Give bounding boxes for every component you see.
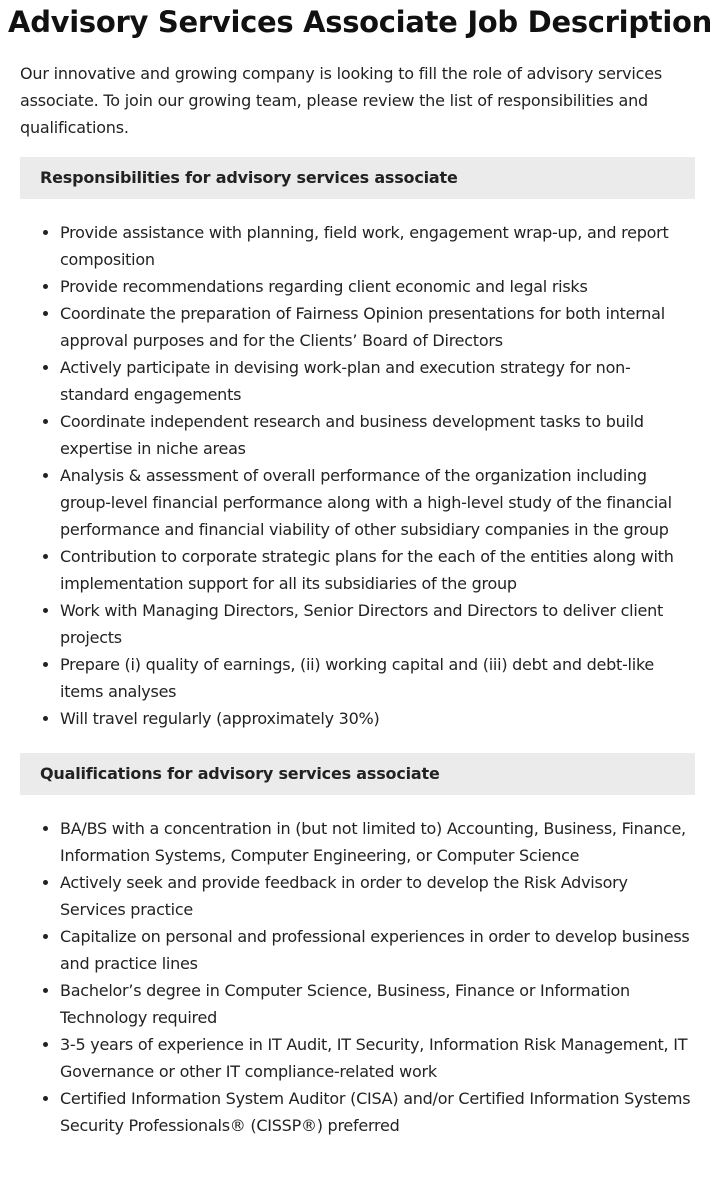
list-item: Work with Managing Directors, Senior Directors and Directors to deliver client projects [60,597,692,651]
list-item: Analysis & assessment of overall performance of the organization including group-level financial performance along with a high-level study of the financial performance and financial viability of other subsidiary companies in the group [60,462,692,543]
list-item: Coordinate the preparation of Fairness Opinion presentations for both internal approval purposes and for the Clients’ Board of Directors [60,300,692,354]
responsibilities-list [0,199,720,732]
qualifications-list [0,795,720,1139]
responsibilities-heading: Responsibilities for advisory services associate [20,157,695,199]
list-item: Certified Information System Auditor (CISA) and/or Certified Information Systems Security Professionals® (CISSP®) preferred [60,1085,692,1139]
intro-paragraph: Our innovative and growing company is looking to fill the role of advisory services associate. To join our growing team, please review the list of responsibilities and qualifications. [20,64,663,137]
list-item: Actively seek and provide feedback in order to develop the Risk Advisory Services practice [60,869,692,923]
qualifications-heading: Qualifications for advisory services associate [20,753,695,795]
list-item: Contribution to corporate strategic plans for the each of the entities along with implementation support for all its subsidiaries of the group [60,543,692,597]
list-item: Provide recommendations regarding client economic and legal risks [60,273,692,300]
list-item: Bachelor’s degree in Computer Science, Business, Finance or Information Technology required [60,977,692,1031]
list-item: Provide assistance with planning, field work, engagement wrap-up, and report composition [60,219,692,273]
list-item: 3-5 years of experience in IT Audit, IT Security, Information Risk Management, IT Governance or other IT compliance-related work [60,1031,692,1085]
list-item: Prepare (i) quality of earnings, (ii) working capital and (iii) debt and debt-like items analyses [60,651,692,705]
list-item: Coordinate independent research and business development tasks to build expertise in niche areas [60,408,692,462]
page-title: Advisory Services Associate Job Description [8,5,712,39]
list-item: Actively participate in devising work-plan and execution strategy for non-standard engagements [60,354,692,408]
list-item: Will travel regularly (approximately 30%) [60,705,692,732]
list-item: Capitalize on personal and professional experiences in order to develop business and practice lines [60,923,692,977]
list-item: BA/BS with a concentration in (but not limited to) Accounting, Business, Finance, Information Systems, Computer Engineering, or Computer Science [60,815,692,869]
